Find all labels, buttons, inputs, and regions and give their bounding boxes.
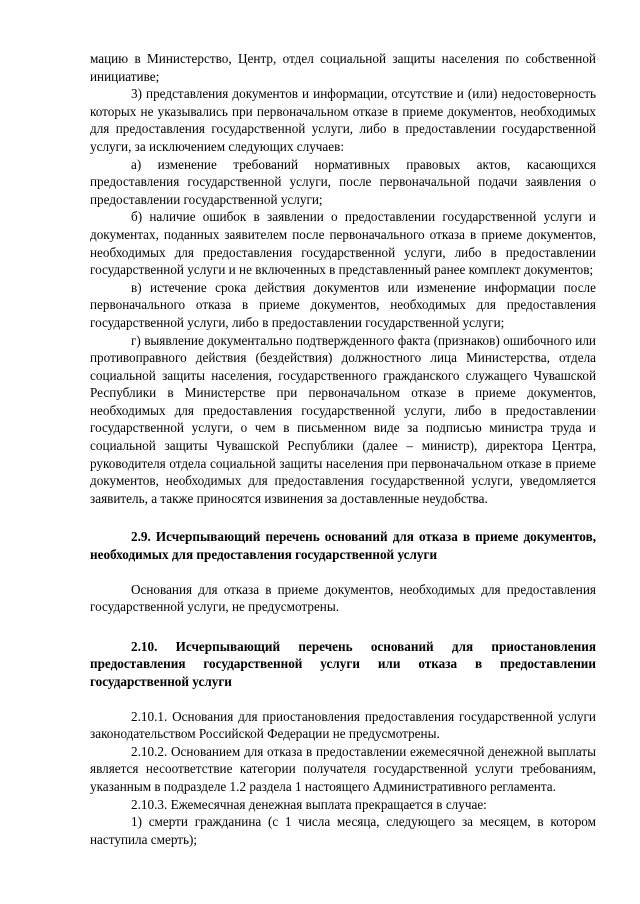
paragraph-2-10-1: 2.10.1. Основания для приостановления предоставления государственной услуги законодательством Российской Федерации не предусмотрены. xyxy=(90,708,596,742)
paragraph-2-10-3-item-1: 1) смерти гражданина (с 1 числа месяца, следующего за месяцем, в котором наступила смерть); xyxy=(90,814,596,847)
section-2-9-body: Основания для отказа в приеме документов, необходимых для предоставления государственной услуги, не предусмотрены. xyxy=(90,581,596,615)
paragraph-2-10-2: 2.10.2. Основанием для отказа в предоставлении ежемесячной денежной выплаты является несоответствие категории получателя государственной услуги требованиям, указанным в подразделе 1.2 раздела 1 настоящего Административного регламента. xyxy=(90,743,596,794)
paragraph-item-a: а) изменение требований нормативных правовых актов, касающихся предоставления государственной услуги, после первоначальной подачи заявления о предоставлении государственной услуги; xyxy=(90,156,596,207)
paragraph-item-b: б) наличие ошибок в заявлении о предоставлении государственной услуги и документах, поданных заявителем после первоначального отказа в приеме документов, необходимых для предоставления государственной услуги, либо в предоставлении государственной услуги и не включенных в представленный ранее комплект документов; xyxy=(90,209,596,278)
section-2-9-heading: 2.9. Исчерпывающий перечень оснований для отказа в приеме документов, необходимых для предоставления государственной услуги xyxy=(90,529,596,563)
section-2-10-heading: 2.10. Исчерпывающий перечень оснований для приостановления предоставления государственной услуги или отказа в предоставлении государственной услуги xyxy=(90,638,596,689)
paragraph-item-v: в) истечение срока действия документов или изменение информации после первоначального отказа в приеме документов, необходимых для предоставления государственной услуги, либо в предоставлении государственной услуги; xyxy=(90,279,596,330)
paragraph-2-10-3: 2.10.3. Ежемесячная денежная выплата прекращается в случае: xyxy=(131,796,487,812)
paragraph-item-3: 3) представления документов и информации, отсутствие и (или) недостоверность которых не указывались при первоначальном отказе в приеме документов, необходимых для предоставления государственной услуги, либо в предоставлении государственной услуги, за исключением следующих случаев: xyxy=(90,86,596,154)
paragraph-continuation: мацию в Министерство, Центр, отдел социальной защиты населения по собственной инициативе; xyxy=(90,51,596,84)
paragraph-item-g: г) выявление документально подтвержденного факта (признаков) ошибочного или противоправного действия (бездействия) должностного лица Министерства, отдела социальной защиты населения, государственного гражданского служащего Чувашской Республики в Министерстве при первоначальном отказе в приеме документов, необходимых для предоставления государственной услуги, либо в предоставлении государственной услуги, о чем в письменном виде за подписью министра труда и социальной защиты Чувашской Республики (далее – министр), директора Центра, руководителя отдела социальной защиты населения при первоначальном отказе в приеме документов, необходимых для предоставления государственной услуги, уведомляется заявитель, а также приносятся извинения за доставленные неудобства. xyxy=(90,332,596,506)
